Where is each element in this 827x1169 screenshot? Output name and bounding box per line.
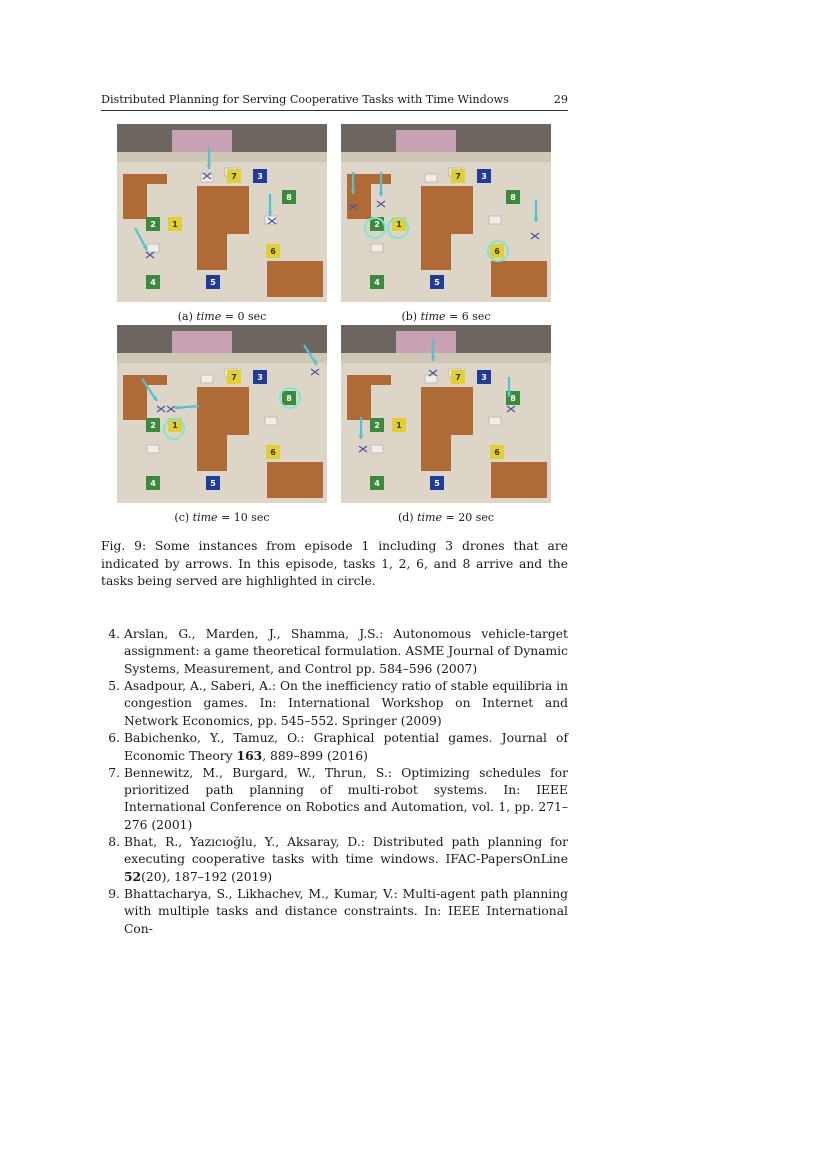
arena-photo bbox=[117, 325, 327, 503]
reference-item: 5. Asadpour, A., Saberi, A.: On the inefficiency ratio of stable equilibria in congestion games. In: International Workshop on Internet and Network Economics, pp. 545–552. Springer (2009) bbox=[108, 679, 568, 728]
task-mat-2 bbox=[146, 418, 160, 432]
floor-card bbox=[201, 174, 213, 182]
task-mat-4 bbox=[370, 275, 384, 289]
task-mat-label: 7 bbox=[231, 373, 237, 382]
task-mat-label: 2 bbox=[374, 220, 380, 229]
task-mat-5 bbox=[206, 476, 220, 490]
task-mat-7 bbox=[227, 370, 241, 384]
floor-card bbox=[371, 445, 383, 453]
wood-tiles-right bbox=[267, 462, 323, 498]
task-mat-label: 3 bbox=[257, 373, 263, 382]
reference-item: 4. Arslan, G., Marden, J., Shamma, J.S.: Autonomous vehicle-target assignment: a game theoretical formulation. ASME Journal of Dynamic Systems, Measurement, and Control pp. 584–596 (2007) bbox=[108, 627, 568, 676]
wall-poster bbox=[172, 130, 232, 152]
task-mat-3 bbox=[253, 169, 267, 183]
task-mat-label: 1 bbox=[172, 220, 178, 229]
figure-panel-c bbox=[117, 325, 327, 503]
reference-item: 6. Babichenko, Y., Tamuz, O.: Graphical potential games. Journal of Economic Theory 163, 889–899 (2016) bbox=[108, 731, 568, 763]
task-mat-label: 7 bbox=[455, 172, 461, 181]
task-mat-label: 1 bbox=[396, 220, 402, 229]
task-mat-6 bbox=[266, 445, 280, 459]
wall-poster bbox=[172, 331, 232, 353]
task-mat-label: 8 bbox=[286, 394, 292, 403]
figure-panel-a bbox=[117, 124, 327, 302]
arena-photo bbox=[341, 124, 551, 302]
floor-edge bbox=[117, 152, 327, 162]
subcaption-c: (c) time = 10 sec bbox=[174, 511, 270, 524]
floor-card bbox=[425, 375, 437, 383]
task-mat-label: 6 bbox=[494, 247, 500, 256]
floor-card bbox=[371, 244, 383, 252]
task-mat-label: 1 bbox=[396, 421, 402, 430]
task-mat-1 bbox=[168, 217, 182, 231]
floor-edge bbox=[117, 353, 327, 363]
task-mat-8 bbox=[282, 391, 296, 405]
task-mat-label: 8 bbox=[286, 193, 292, 202]
subcaption-b: (b) time = 6 sec bbox=[401, 310, 491, 323]
floor-card bbox=[201, 375, 213, 383]
task-mat-label: 5 bbox=[434, 479, 440, 488]
task-mat-label: 6 bbox=[270, 247, 276, 256]
task-mat-label: 4 bbox=[374, 479, 380, 488]
floor-card bbox=[489, 216, 501, 224]
reference-item: 7. Bennewitz, M., Burgard, W., Thrun, S.: Optimizing schedules for prioritized path planning of multi-robot systems. In: IEEE International Conference on Robotics and Automation, vol. 1, pp. 271–276 (2001) bbox=[108, 766, 568, 832]
arena-photo bbox=[117, 124, 327, 302]
subcaption-d: (d) time = 20 sec bbox=[397, 511, 495, 524]
task-mat-label: 5 bbox=[210, 278, 216, 287]
task-mat-label: 2 bbox=[150, 220, 156, 229]
task-mat-label: 4 bbox=[150, 479, 156, 488]
task-mat-7 bbox=[451, 169, 465, 183]
task-mat-label: 2 bbox=[374, 421, 380, 430]
task-mat-label: 3 bbox=[257, 172, 263, 181]
task-mat-6 bbox=[490, 445, 504, 459]
task-mat-label: 4 bbox=[150, 278, 156, 287]
floor-card bbox=[489, 417, 501, 425]
wood-tiles-right bbox=[491, 462, 547, 498]
task-mat-label: 5 bbox=[434, 278, 440, 287]
floor-card bbox=[147, 244, 159, 252]
floor-card bbox=[265, 417, 277, 425]
floor-card bbox=[147, 445, 159, 453]
task-mat-2 bbox=[370, 418, 384, 432]
reference-list bbox=[101, 626, 568, 938]
task-mat-4 bbox=[146, 275, 160, 289]
task-mat-label: 8 bbox=[510, 193, 516, 202]
task-mat-7 bbox=[451, 370, 465, 384]
task-mat-8 bbox=[282, 190, 296, 204]
task-mat-3 bbox=[253, 370, 267, 384]
wall-poster bbox=[396, 130, 456, 152]
task-mat-5 bbox=[430, 275, 444, 289]
reference-item: 9. Bhattacharya, S., Likhachev, M., Kumar, V.: Multi-agent path planning with multiple tasks and distance constraints. In: IEEE International Con- bbox=[108, 887, 568, 936]
header-rule bbox=[101, 110, 568, 111]
task-mat-4 bbox=[146, 476, 160, 490]
floor-card bbox=[425, 174, 437, 182]
task-mat-label: 5 bbox=[210, 479, 216, 488]
task-mat-5 bbox=[206, 275, 220, 289]
task-mat-5 bbox=[430, 476, 444, 490]
task-mat-label: 2 bbox=[150, 421, 156, 430]
floor-edge bbox=[341, 152, 551, 162]
task-mat-label: 7 bbox=[455, 373, 461, 382]
reference-item: 8. Bhat, R., Yazıcıoğlu, Y., Aksaray, D.: Distributed path planning for executing cooperative tasks with time windows. IFAC-PapersOnLine 52(20), 187–192 (2019) bbox=[108, 835, 568, 884]
task-mat-label: 4 bbox=[374, 278, 380, 287]
page-number: 29 bbox=[553, 93, 568, 106]
task-mat-label: 3 bbox=[481, 172, 487, 181]
subcaption-a: (a) time = 0 sec bbox=[177, 310, 267, 323]
task-mat-4 bbox=[370, 476, 384, 490]
task-mat-label: 3 bbox=[481, 373, 487, 382]
wall-poster bbox=[396, 331, 456, 353]
wood-tiles-right bbox=[491, 261, 547, 297]
arena-photo bbox=[341, 325, 551, 503]
task-mat-2 bbox=[146, 217, 160, 231]
figure-panel-d bbox=[341, 325, 551, 503]
task-mat-1 bbox=[392, 418, 406, 432]
task-mat-label: 1 bbox=[172, 421, 178, 430]
task-mat-label: 7 bbox=[231, 172, 237, 181]
task-mat-7 bbox=[227, 169, 241, 183]
figure-caption: Fig. 9: Some instances from episode 1 including 3 drones that are indicated by arrows. In this episode, tasks 1, 2, 6, and 8 arrive and the tasks being served are highlighted in circle. bbox=[101, 539, 568, 589]
task-mat-3 bbox=[477, 370, 491, 384]
task-mat-label: 6 bbox=[270, 448, 276, 457]
task-mat-3 bbox=[477, 169, 491, 183]
task-mat-label: 6 bbox=[494, 448, 500, 457]
wood-tiles-right bbox=[267, 261, 323, 297]
figure-panel-b bbox=[341, 124, 551, 302]
task-mat-6 bbox=[266, 244, 280, 258]
task-mat-label: 8 bbox=[510, 394, 516, 403]
task-mat-8 bbox=[506, 190, 520, 204]
task-mat-6 bbox=[490, 244, 504, 258]
running-title: Distributed Planning for Serving Cooperative Tasks with Time Windows bbox=[101, 93, 509, 106]
floor-edge bbox=[341, 353, 551, 363]
